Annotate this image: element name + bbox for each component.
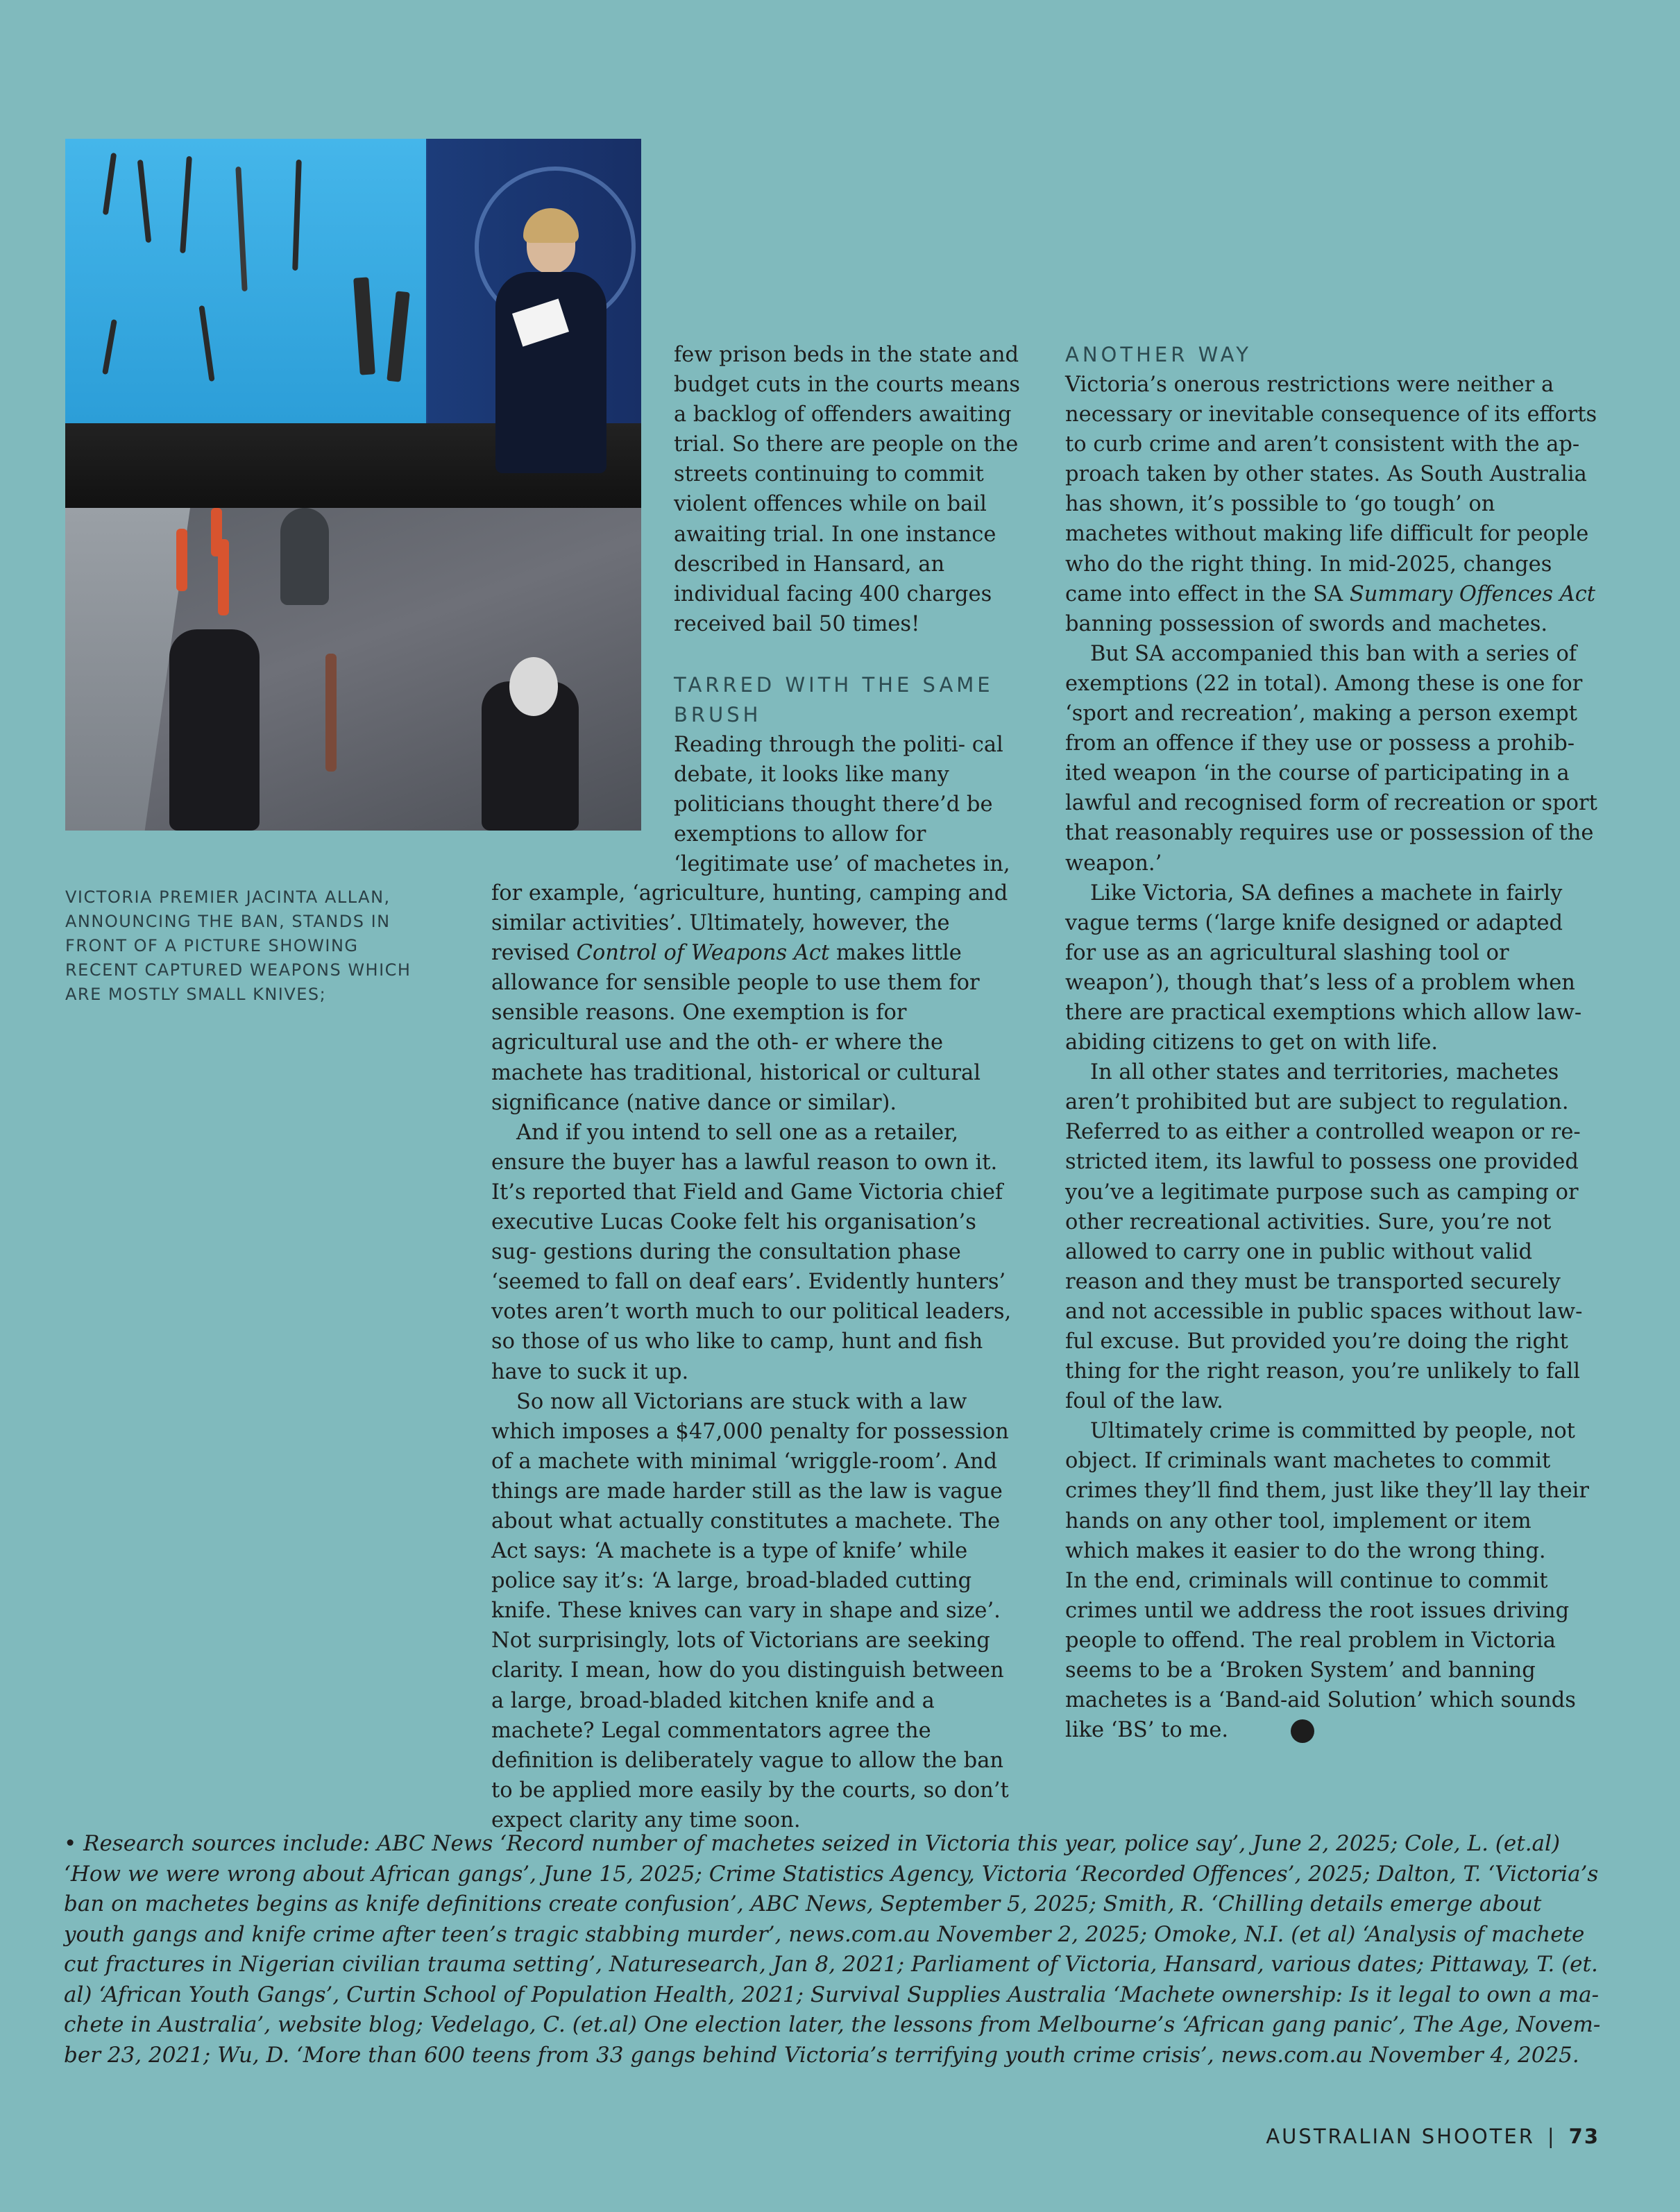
premier-weapons-photo — [65, 139, 641, 508]
column-one-narrow — [674, 730, 1021, 879]
paragraph: And if you intend to sell one as a retailer, ensure the buyer has a lawful reason to own it. It’s reported that Field and Game Victoria chief executive Lucas Cooke felt his organisation’s sug- gestions during the consultation phase ‘seemed to fall on deaf ears’. Evidently hunters’ votes aren’t worth much to our political leaders, so those of us who like to camp, hunt and fish have to suck it up. — [491, 1120, 1012, 1384]
paragraph: Reading through the politi- cal debate, it looks like many politicians thought there’d be exemptions to allow for ‘legitimate use’ of machetes in, — [674, 733, 1010, 877]
magazine-name: AUSTRALIAN SHOOTER — [1266, 2125, 1535, 2148]
paragraph: few prison beds in the state and budget cuts in the courts means a backlog of offenders awaiting trial. So there are people on the streets continuing to commit violent offences while on bail awaiting trial. In one instance described in Hansard, an individual facing 400 charges received bail 50 times! — [674, 343, 1021, 636]
research-sources: • Research sources include: ABC News ‘Record number of machetes seized in Victoria this year, police say’, June 2, 2025; Cole, L. (et.al) ‘How we were wrong about African gangs’, June 15, 2025; Crime Statistics Agency, Victoria ‘Recorded Offences’, 2025; Dalton, T. ‘Victoria’s ban on machetes begins as knife definitions create confusion’, ABC News, September 5, 2025; Smith, R. ‘Chilling details emerge about youth gangs and knife crime after teen’s tragic stabbing murder’, news.com.au November 2, 2025; Omoke, N.I. (et al) ‘Analysis of machete cut fractures in Nigerian civilian trauma setting’, Naturesearch, Jan 8, 2021; Parliament of Victoria, Hansard, various dates; Pittaway, T. (et. al) ‘African Youth Gangs’, Curtin School of Population Health, 2021; Survival Supplies Australia ‘Machete ownership: Is it legal to own a ma- chete in Australia’, website blog; Vedelago, C. (et.al) One election later, the lessons from Melbourne’s ‘African gang panic’, The Age, Novem- ber 23, 2021; Wu, D. ‘More than 600 teens from 33 gangs behind Victoria’s terrifying youth crime crisis’, news.com.au November 4, 2025. — [64, 1831, 1601, 2068]
premier-figure — [495, 208, 606, 508]
act-title: Summary Offences Act — [1349, 581, 1596, 606]
person-silhouette — [280, 508, 329, 605]
column-one-wide — [491, 878, 1022, 1835]
bollard — [218, 539, 229, 615]
photo-caption: VICTORIA PREMIER JACINTA ALLAN, ANNOUNCING THE BAN, STANDS IN FRONT OF A PICTURE SHOWING RECENT CAPTURED WEAPONS WHICH ARE MOSTLY SMALL KNIVES; — [65, 887, 411, 1004]
column-two — [1065, 340, 1600, 1745]
section-heading-another-way: ANOTHER WAY — [1065, 343, 1252, 366]
paragraph: In all other states and territories, machetes aren’t prohibited but are subject to regulation. Referred to as either a controlled weapon or re- stricted item, its lawful to possess one provided you’ve a legitimate purpose such as camping or other recreational activities. Sure, you’re not allowed to carry one in public without valid reason and they must be transported securely and not accessible in public spaces without law- ful excuse. But provided you’re doing the right thing for the right reason, you’re unlikely to fall foul of the law. — [1065, 1060, 1583, 1414]
text-run: banning possession of swords and machetes. — [1065, 611, 1548, 636]
page-number: 73 — [1568, 2125, 1600, 2148]
act-title: Control of Weapons Act — [576, 941, 830, 966]
text-run: makes little allowance for sensible people to use them for sensible reasons. One exemption is for agricultural use and the oth- er where the machete has traditional, historical or cultural significance (native dance or similar). — [491, 941, 981, 1115]
paragraph — [1065, 370, 1600, 639]
paragraph — [1065, 1566, 1600, 1746]
heading-text: TARRED WITH THE SAME BRUSH — [674, 673, 994, 726]
paragraph: Ultimately crime is committed by people, not object. If criminals want machetes to commit crimes they’ll find them, just like they’ll lay their hands on any other tool, implement or item which makes it easier to do the wrong thing. — [1065, 1419, 1589, 1563]
bollard — [325, 654, 337, 772]
bollard — [176, 529, 187, 591]
footer-separator: | — [1547, 2125, 1556, 2148]
person-silhouette — [169, 629, 260, 831]
text-run: In the end, criminals will continue to commit crimes until we address the root issues driving people to offend. The real problem in Victoria seems to be a ‘Broken System’ and banning machetes is a ‘Band-aid Solution’ which sounds like ‘BS’ to me. — [1065, 1568, 1576, 1743]
section-heading-tarred — [674, 670, 1021, 730]
balaclava-mask — [509, 657, 558, 716]
hair-shape — [523, 208, 579, 243]
paragraph: So now all Victorians are stuck with a law which imposes a $47,000 penalty for possession of a machete with minimal ‘wriggle-room’. And things are made harder still as the law is vague about what actually constitutes a machete. The Act says: ‘A machete is a type of knife’ while police say it’s: ‘A large, broad-bladed cutting knife. These knives can vary in shape and size’. Not surprisingly, lots of Victorians are seeking clarity. I mean, how do you distinguish between a large, broad-bladed kitchen knife and a machete? Legal commentators agree the definition is deliberately vague to allow the ban to be applied more easily by the courts, so don’t expect clarity any time soon. — [491, 1389, 1009, 1832]
paragraph: Like Victoria, SA defines a machete in fairly vague terms (‘large knife designed or adapted for use as an agricultural slashing tool or weapon’), though that’s less of a problem when there are practical exemptions which allow law-abiding citizens to get on with life. — [1065, 880, 1582, 1055]
column-one-top — [674, 340, 1021, 639]
end-mark-icon — [1291, 1719, 1314, 1743]
page-footer — [1266, 2125, 1600, 2148]
cctv-offenders-photo — [65, 508, 641, 831]
paragraph: But SA accompanied this ban with a series of exemptions (22 in total). Among these is one for ‘sport and recreation’, making a person exempt from an offence if they use or possess a prohib- ited weapon ‘in the course of participating in a lawful and recognised form of recreation or sport that reasonably requires use or possession of the weapon.’ — [1065, 641, 1597, 876]
paragraph — [491, 878, 1022, 1118]
text-run: Victoria’s onerous restrictions were neither a necessary or inevitable consequence of its efforts to curb crime and aren’t consistent with the ap- proach taken by other states. As South Australia has shown, it’s possible to ‘go tough’ on machetes without making life difficult for people who do the right thing. In mid-2025, changes came into effect in the SA — [1065, 373, 1597, 606]
text-run: for example, ‘agriculture, hunting, camping and similar activities’. Ultimately, however, the revised — [491, 881, 1008, 966]
